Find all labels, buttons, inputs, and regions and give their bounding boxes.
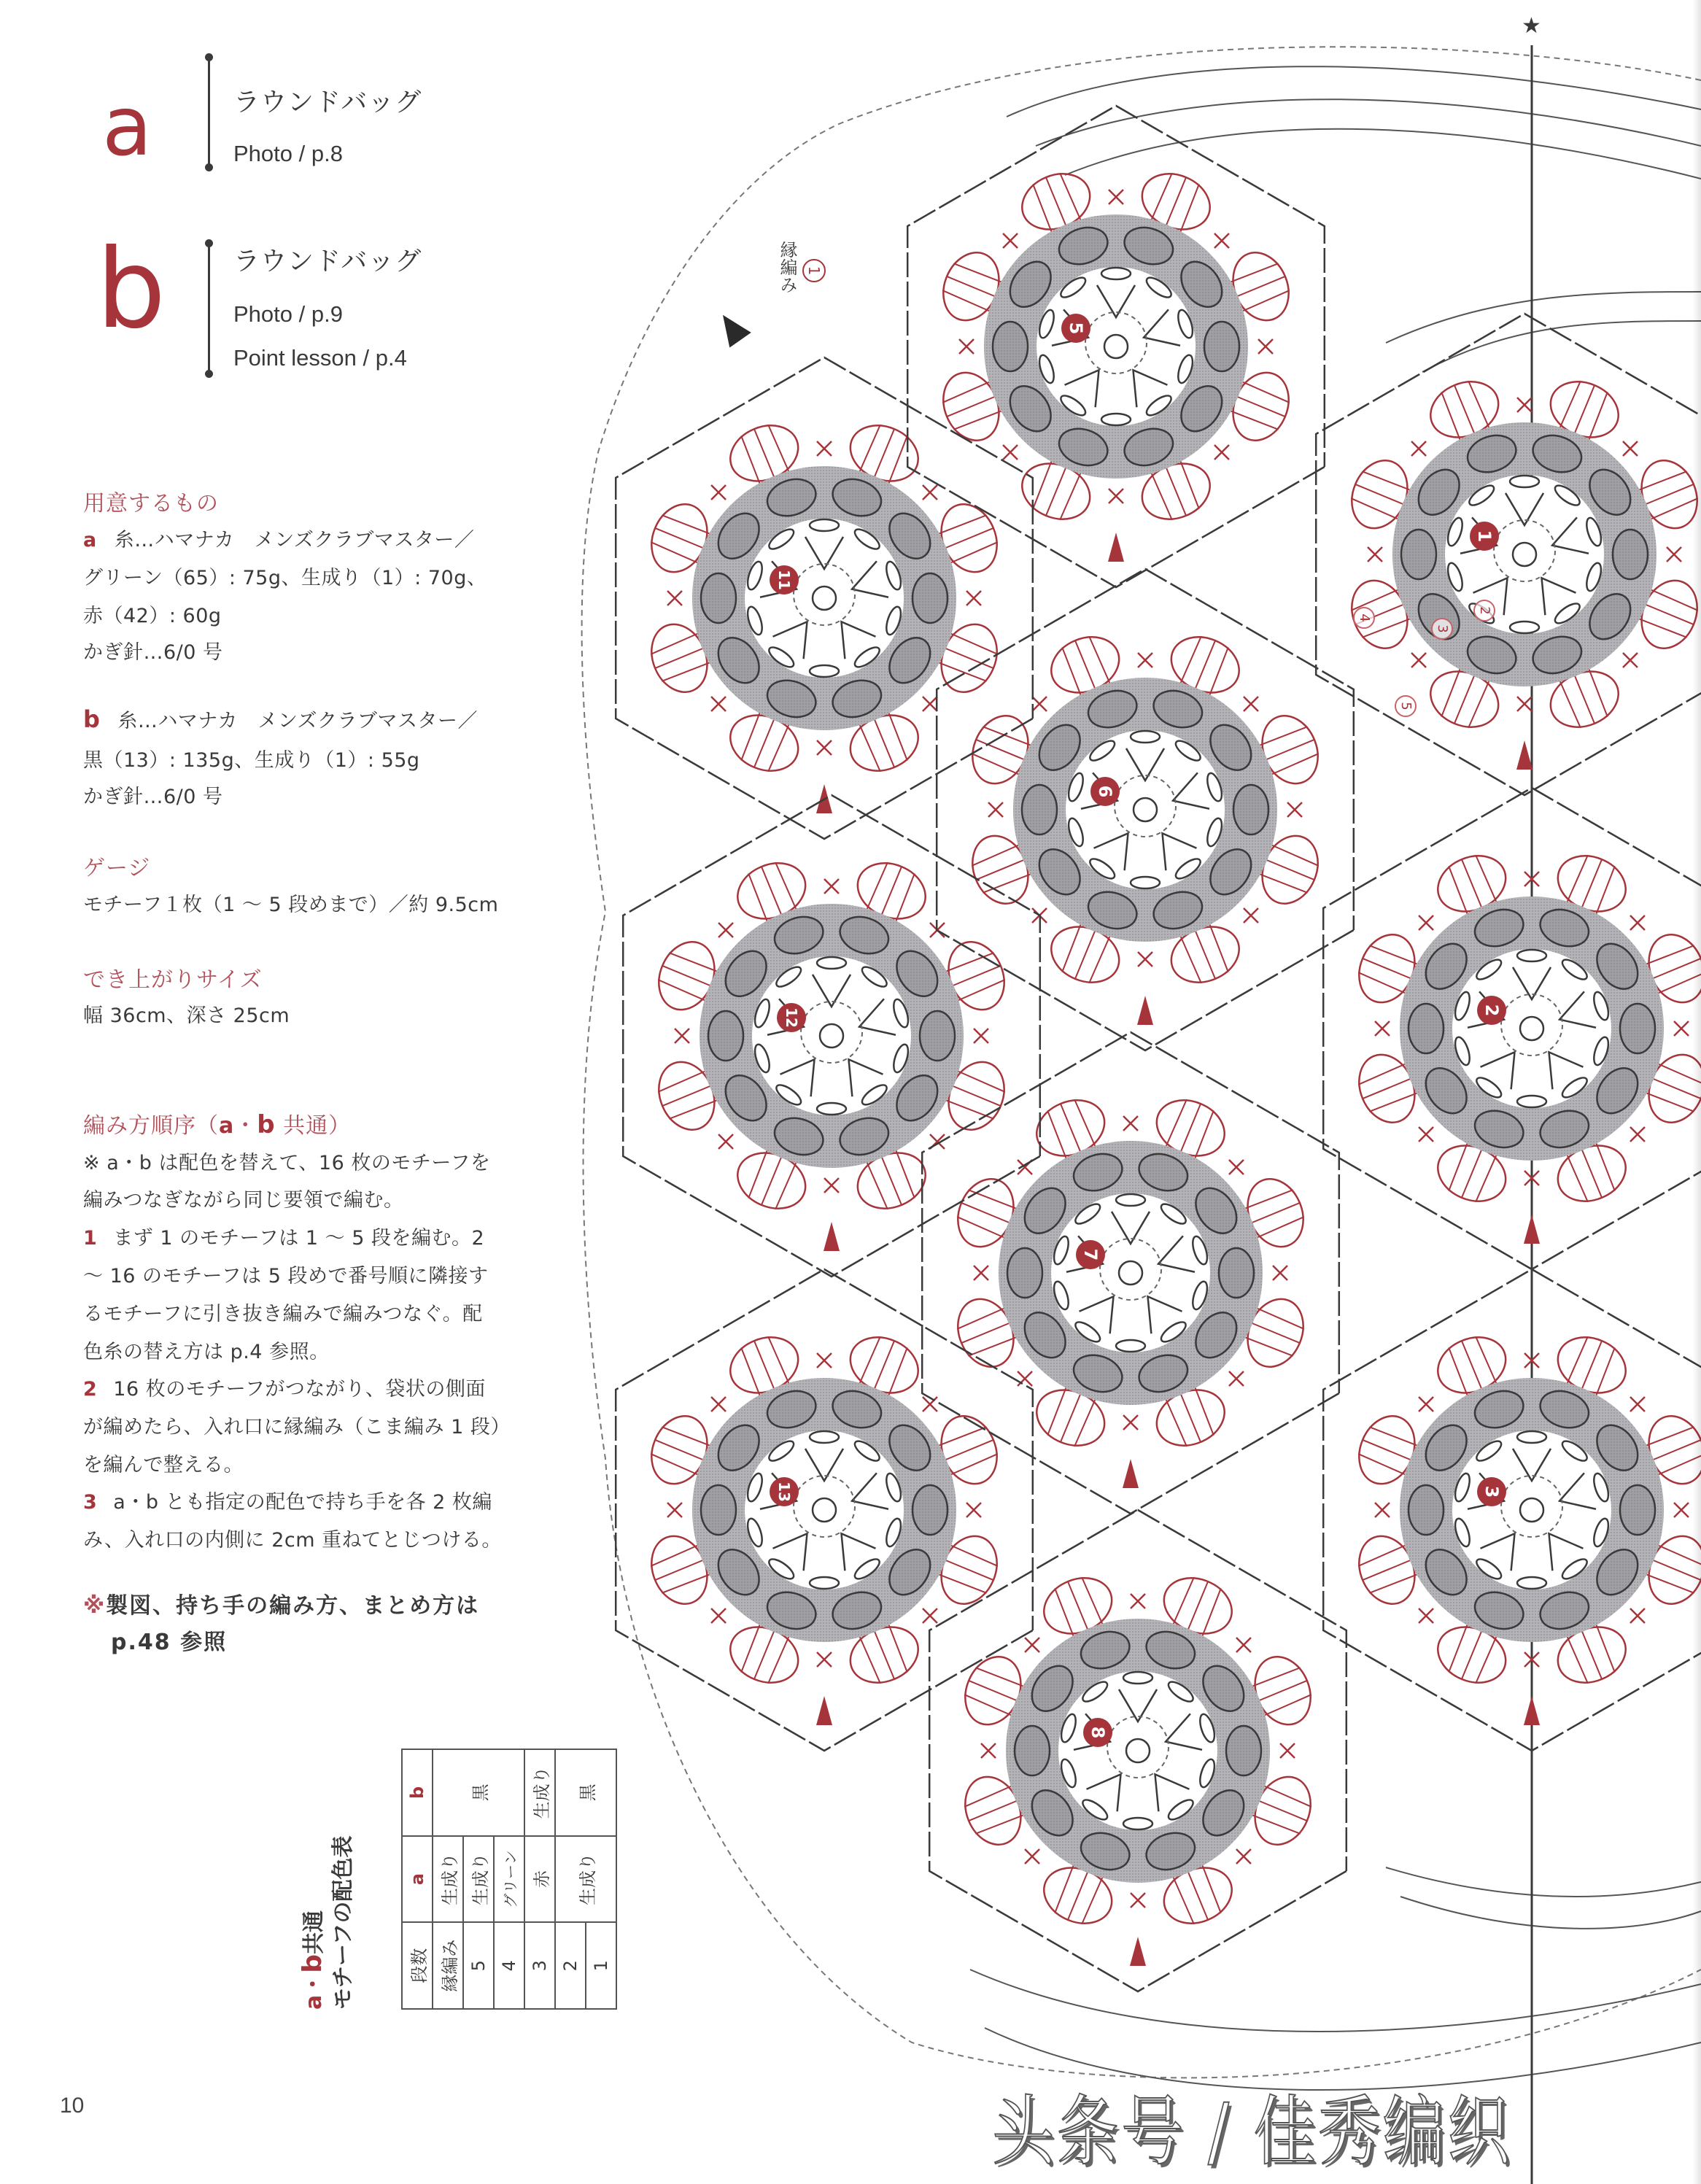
step-1-line-1: 1 まず 1 のモチーフは 1 ～ 5 段を編む。2 — [83, 1227, 485, 1250]
color-table-block — [298, 1747, 616, 2010]
motif-13 — [642, 1328, 1007, 1725]
step-3-line-2: み、入れ口の内側に 2cm 重ねてとじつける。 — [83, 1529, 502, 1552]
materials-b-line-3: かぎ針…6/0 号 — [83, 786, 223, 808]
color-table-rotated — [401, 1749, 617, 2010]
materials-a-line-2: グリーン（65）: 75g、生成り（1）: 70g、 — [83, 567, 487, 589]
motif-number: 11 — [775, 570, 793, 590]
motif-3 — [1349, 1328, 1701, 1725]
step-1-line-4: 色糸の替え方は p.4 参照。 — [83, 1341, 330, 1363]
step-2-line-2: が編めたら、入れ口に縁編み（こま編み 1 段） — [83, 1416, 511, 1438]
header-b: b — [402, 1749, 433, 1836]
motif-12 — [649, 853, 1015, 1251]
step-2-number: 2 — [83, 1378, 98, 1401]
table-row: 縁編み 生成り 黒 — [433, 1749, 463, 2009]
materials-b-line-1: b 糸…ハマナカ メンズクラブマスター／ — [83, 705, 478, 733]
round-label-3: 3 — [1431, 618, 1453, 640]
start-star-icon: ★ — [1522, 13, 1541, 39]
project-a-letter: a — [102, 80, 152, 174]
header-a: a — [402, 1836, 433, 1923]
gauge-text: モチーフ１枚（1 ～ 5 段めまで）／約 9.5cm — [83, 894, 499, 916]
step-2-line-3: を編んで整える。 — [83, 1454, 244, 1476]
color-table-title-2: モチーフの配色表 — [330, 1835, 356, 2010]
project-a-title: ラウンドバッグ — [233, 88, 422, 117]
step-3-line-1: 3 a・b とも指定の配色で持ち手を各 2 枚編 — [83, 1491, 492, 1514]
motif-number: 1 — [1474, 530, 1495, 543]
materials-heading: 用意するもの — [83, 491, 219, 516]
finished-size-text: 幅 36cm、深さ 25cm — [83, 1004, 290, 1027]
table-row: 3 赤 生成り — [524, 1749, 555, 2009]
reference-note-line-2: p.48 参照 — [111, 1630, 228, 1655]
motif-number: 8 — [1088, 1726, 1108, 1739]
motif-6 — [963, 627, 1328, 1025]
materials-b-line-2: 黒（13）: 135g、生成り（1）: 55g — [83, 749, 420, 772]
step-3-number: 3 — [83, 1491, 98, 1514]
table-row: 1 — [586, 1749, 616, 2009]
edging-round-number: 1 — [805, 266, 823, 276]
motif-number: 13 — [775, 1482, 793, 1502]
edging-round-badge — [802, 259, 826, 282]
motif-number: 12 — [783, 1007, 800, 1028]
motif-number: 2 — [1481, 1004, 1502, 1017]
motif-number: 7 — [1080, 1248, 1101, 1261]
table-row: 5 生成り — [463, 1749, 494, 2009]
motif-5 — [934, 164, 1299, 562]
watermark-text: 头条号 / 佳秀编织 — [992, 2087, 1512, 2176]
finished-size-heading: でき上がりサイズ — [83, 967, 263, 993]
table-row: 2 生成り 黒 — [555, 1749, 586, 2009]
motif-11 — [642, 416, 1007, 813]
instructions-intro-2: 編みつなぎながら同じ要領で編む。 — [83, 1189, 404, 1212]
motif-2 — [1349, 846, 1701, 1244]
round-label-5: 5 — [1395, 695, 1417, 717]
color-table-title-1: a・b共通 — [298, 1910, 328, 2010]
motif-number: 5 — [1066, 322, 1086, 335]
motif-number: 3 — [1481, 1485, 1502, 1498]
edging-label — [775, 241, 800, 293]
instructions-intro-1: ※ a・b は配色を替えて、16 枚のモチーフを — [83, 1152, 491, 1174]
step-1-line-2: ～ 16 のモチーフは 5 段めで番号順に隣接す — [83, 1265, 489, 1287]
motif-group — [642, 164, 1701, 1966]
gauge-heading: ゲージ — [83, 856, 151, 881]
note-mark: ※ — [83, 1593, 106, 1619]
project-b-letter: b — [96, 226, 166, 353]
materials-a-line-1: a 糸…ハマナカ メンズクラブマスター／ — [83, 529, 475, 551]
motif-8 — [956, 1568, 1321, 1966]
project-b-lesson-ref: Point lesson / p.4 — [233, 345, 407, 371]
page-edge-shadow — [1692, 0, 1701, 2184]
step-2-line-1: 2 16 枚のモチーフがつながり、袋状の側面 — [83, 1378, 486, 1401]
reference-note-line-1: ※製図、持ち手の編み方、まとめ方は — [83, 1593, 480, 1619]
project-b-divider — [208, 243, 210, 374]
table-row-header — [402, 1749, 433, 2009]
round-label-4: 4 — [1353, 607, 1375, 629]
motif-number: 6 — [1095, 785, 1115, 798]
page-number: 10 — [60, 2094, 85, 2118]
header-round: 段数 — [402, 1922, 433, 2009]
project-a-photo-ref: Photo / p.8 — [233, 141, 343, 166]
materials-a-line-3: 赤（42）: 60g — [83, 605, 222, 627]
edging-label-text: 縁編み — [777, 241, 797, 293]
color-table — [401, 1749, 617, 2010]
table-row: 4 グリーン — [494, 1749, 524, 2009]
motif-7 — [948, 1091, 1314, 1488]
project-b-photo-ref: Photo / p.9 — [233, 301, 343, 327]
materials-a-label: a — [83, 529, 97, 551]
step-1-line-3: るモチーフに引き抜き編みで編みつなぐ。配 — [83, 1303, 483, 1325]
project-b-title: ラウンドバッグ — [233, 247, 422, 276]
materials-a-line-4: かぎ針…6/0 号 — [83, 641, 223, 664]
step-1-number: 1 — [83, 1227, 98, 1250]
instructions-heading: 編み方順序（a・b 共通） — [83, 1110, 352, 1139]
materials-b-label: b — [83, 705, 101, 733]
project-a-divider — [208, 57, 210, 168]
round-label-2: 2 — [1473, 600, 1495, 621]
